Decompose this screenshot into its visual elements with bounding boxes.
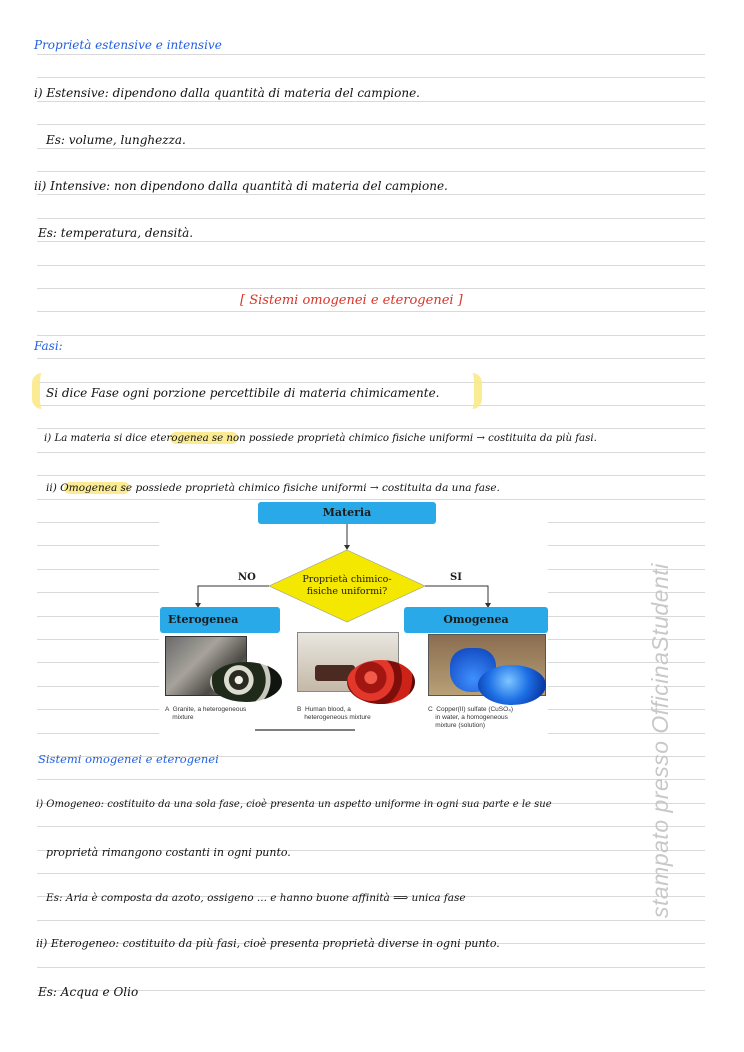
ruled-line — [37, 241, 705, 242]
ruled-line — [37, 569, 159, 570]
line-omogeneo-1: i) Omogeneo: costituito da una sola fase, cioè presenta un aspetto uniforme in ogni sua parte e le sue — [36, 799, 552, 810]
ruled-line — [548, 639, 705, 640]
si-label: SI — [450, 572, 462, 583]
ruled-line — [37, 358, 705, 359]
heading-fasi: Fasi: — [34, 339, 63, 353]
line-es3: Es: Aria è composta da azoto, ossigeno ... e hanno buone affinità ⟹ unica fase — [46, 892, 466, 904]
ruled-line — [37, 475, 705, 476]
line-eterogeneo: ii) Eterogeneo: costituito da più fasi, cioè presenta proprietà diverse in ogni punto. — [36, 937, 500, 950]
materia-box — [258, 502, 436, 524]
ruled-line — [37, 54, 705, 55]
ruled-line — [548, 545, 705, 546]
caption-blood: B Human blood, a heterogeneous mixture — [297, 706, 371, 721]
ruled-line — [37, 311, 705, 312]
ruled-line — [37, 733, 159, 734]
ruled-line — [37, 709, 159, 710]
line-es4: Es: Acqua e Olio — [38, 985, 139, 999]
line-intensive: ii) Intensive: non dipendono dalla quantità di materia del campione. — [34, 179, 448, 193]
heading-sistemi: Sistemi omogenei e eterogenei — [38, 752, 219, 766]
ruled-line — [548, 616, 705, 617]
line-eterogenea: i) La materia si dice eterogenea se non possiede proprietà chimico fisiche uniformi → costituita da più fasi. — [44, 433, 597, 444]
ruled-line — [548, 733, 705, 734]
no-label: NO — [238, 572, 256, 583]
ruled-line — [37, 148, 705, 149]
omogenea-label: Omogenea — [443, 613, 509, 626]
line-omogenea: ii) Omogenea se possiede proprietà chimico fisiche uniformi → costituita da una fase. — [46, 482, 500, 494]
ruled-line — [37, 616, 159, 617]
line-estensive: i) Estensive: dipendono dalla quantità di materia del campione. — [34, 86, 420, 100]
omogenea-box — [404, 607, 548, 633]
solution-closeup-photo — [478, 665, 546, 705]
line-omogeneo-2: proprietà rimangono costanti in ogni punto. — [46, 846, 291, 859]
ruled-line — [37, 124, 705, 125]
ruled-line — [37, 171, 705, 172]
ruled-line — [548, 592, 705, 593]
ruled-line — [37, 335, 705, 336]
ruled-line — [548, 569, 705, 570]
red-cells-photo — [347, 660, 415, 704]
ruled-line — [37, 779, 705, 780]
caption-copper-sulfate: C Copper(II) sulfate (CuSO₄) in water, a homogeneous mixture (solution) — [428, 706, 514, 729]
ruled-line — [37, 686, 159, 687]
ruled-line — [37, 194, 705, 195]
ruled-line — [37, 662, 159, 663]
ruled-line — [37, 920, 705, 921]
ruled-line — [37, 522, 159, 523]
materia-label: Materia — [322, 506, 372, 519]
title-proprieta: Proprietà estensive e intensive — [34, 38, 222, 52]
ruled-line — [37, 873, 705, 874]
ruled-line — [37, 77, 705, 78]
ruled-line — [37, 639, 159, 640]
heading-sistemi-red: [ Sistemi omogenei e eterogenei ] — [240, 293, 463, 308]
ruled-line — [548, 686, 705, 687]
granite-closeup-photo — [210, 662, 282, 702]
ruled-line — [37, 265, 705, 266]
ruled-line — [37, 452, 705, 453]
watermark: stampato presso OfficinaStudenti — [647, 563, 673, 918]
eterogenea-label: Eterogenea — [168, 613, 239, 626]
ruled-line — [37, 218, 705, 219]
line-es1: Es: volume, lunghezza. — [46, 133, 186, 147]
ruled-line — [548, 522, 705, 523]
ruled-line — [37, 545, 159, 546]
question-label: Proprietà chimico-fisiche uniformi? — [302, 574, 392, 597]
ruled-line — [37, 592, 159, 593]
ruled-line — [548, 709, 705, 710]
ruled-line — [548, 662, 705, 663]
caption-granite: A Granite, a heterogeneous mixture — [165, 706, 247, 721]
line-fase-definition: Si dice Fase ogni porzione percettibile di materia chimicamente. — [46, 386, 440, 400]
ruled-line — [37, 967, 705, 968]
line-es2: Es: temperatura, densità. — [38, 226, 194, 240]
eterogenea-box — [160, 607, 280, 633]
ruled-line — [37, 826, 705, 827]
materia-diagram — [160, 500, 550, 736]
ruled-line — [37, 428, 705, 429]
ruled-line — [37, 288, 705, 289]
ruled-line — [37, 101, 705, 102]
